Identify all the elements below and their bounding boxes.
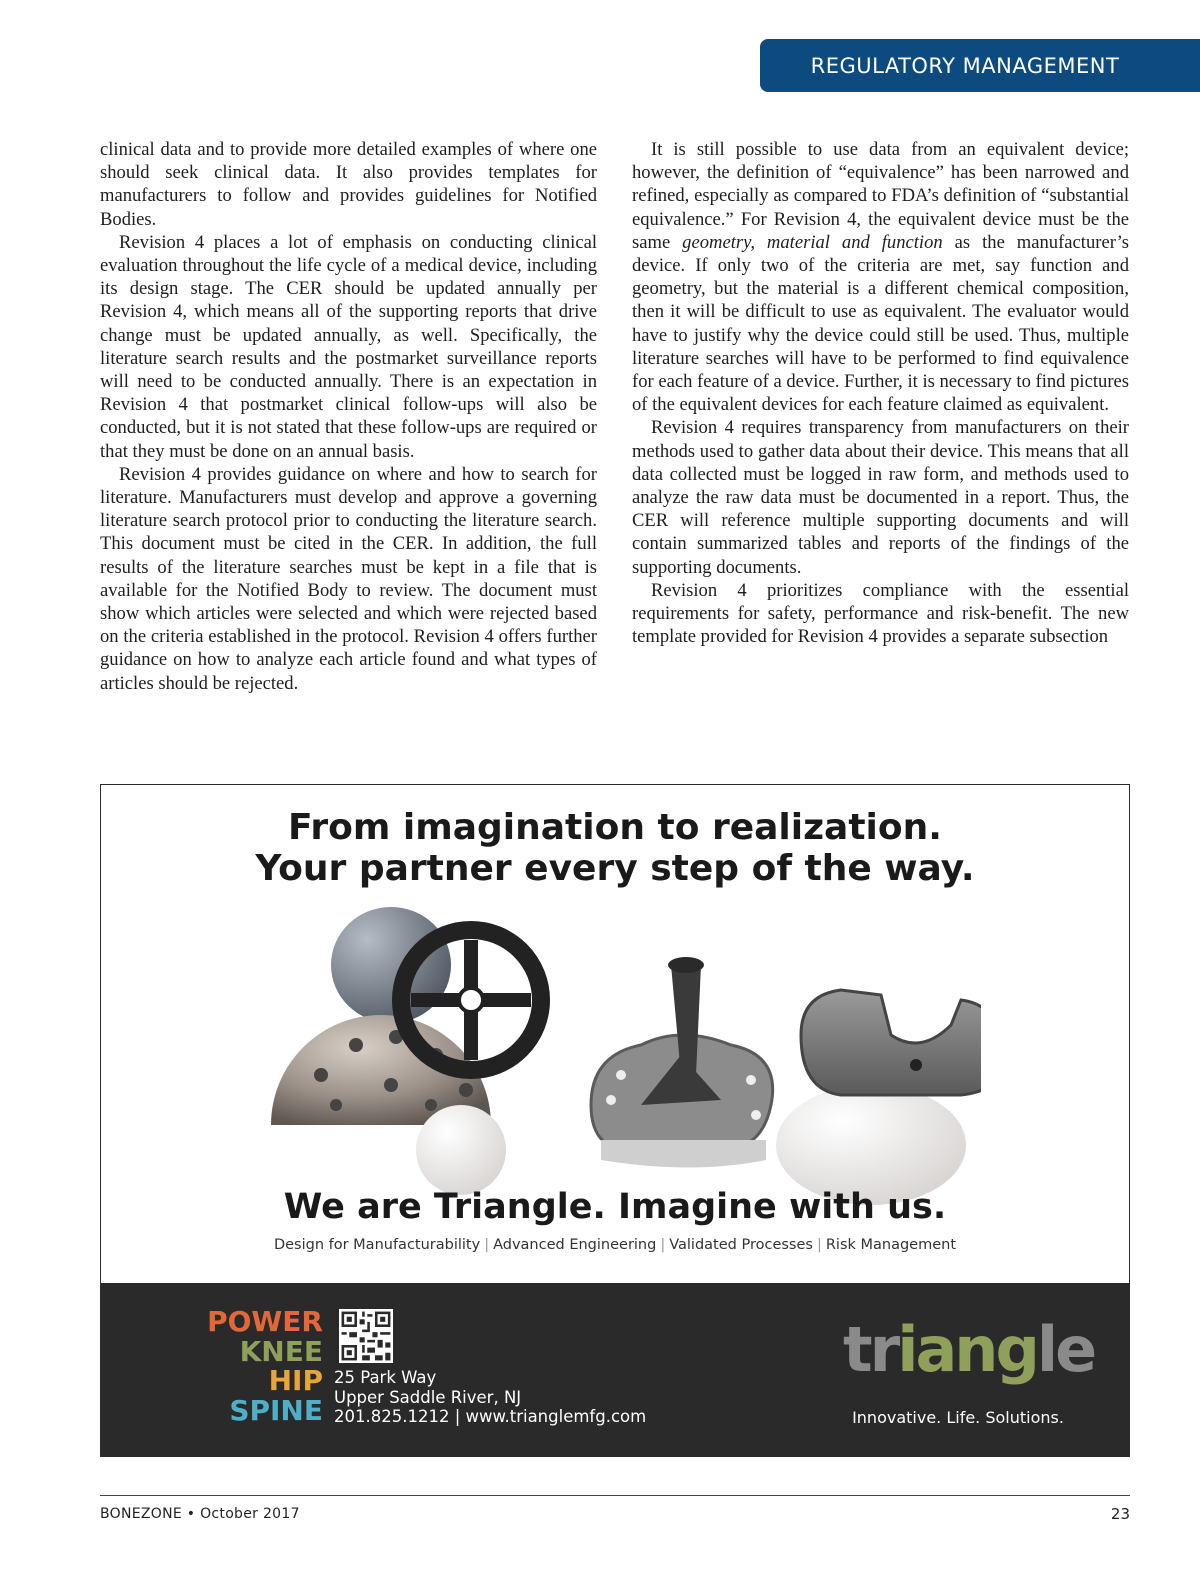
triangle-logo xyxy=(843,1307,1095,1393)
paragraph: Revision 4 requires transparency from manufacturers on their methods used to gather data about their device. This means that all data collected must be logged in raw form, and methods used to analyze the raw data must be documented in a report. Thus, the CER will reference multiple supporting documents and will contain summarized tables and reports of the findings of the supporting documents. xyxy=(632,417,1129,578)
address-line: Upper Saddle River, NJ xyxy=(334,1387,522,1407)
logo-text: tr xyxy=(843,1313,898,1386)
separator: | xyxy=(816,1237,822,1253)
right-column xyxy=(632,138,1129,648)
advertisement xyxy=(100,784,1130,1457)
contact-line[interactable]: 201.825.1212 | www.trianglemfg.com xyxy=(334,1407,647,1426)
paragraph xyxy=(632,138,1129,416)
separator: | xyxy=(484,1237,490,1253)
qr-code-icon[interactable] xyxy=(339,1309,393,1363)
italic-text: geometry, material and function xyxy=(682,231,943,253)
paragraph: clinical data and to provide more detailed examples of where one should seek clinical data. It also provides templates for manufacturers to follow and provides guidelines for Notified Bodies. xyxy=(100,139,597,230)
ad-tagline: We are Triangle. Imagine with us. xyxy=(283,1187,947,1227)
service-item: Validated Processes xyxy=(669,1237,813,1253)
footer-divider xyxy=(100,1495,1130,1496)
word-spine: SPINE xyxy=(229,1393,323,1427)
page-number: 23 xyxy=(1110,1505,1130,1523)
ad-headline xyxy=(101,807,1129,889)
logo-tagline: Innovative. Life. Solutions. xyxy=(852,1408,1064,1427)
paragraph: Revision 4 places a lot of emphasis on conducting clinical evaluation throughout the life cycle of a medical device, including its design stage. The CER should be updated annually per Revision 4, which means all of the supporting reports that drive change must be updated annually, as well. Specifically, the literature search results and the postmarket surveillance reports will need to be conducted annually. There is an expectation in Revision 4 that postmarket clinical follow-ups will also be conducted, but it is not stated that these follow-ups are required or that they must be done on an annual basis. xyxy=(100,231,597,462)
address-line: 25 Park Way xyxy=(334,1368,437,1387)
text-run: It is still possible to use data from an equivalent device; however, the definition of “equivalence” has been narrowed and refined, especially as compared to FDA’s definition of “substantial equivalence.” For Revision 4, the equivalent device must be the same xyxy=(632,139,1129,253)
ad-product-words xyxy=(193,1307,323,1425)
footer-publication: BONEZONE • October 2017 xyxy=(100,1506,300,1522)
section-tab: REGULATORY MANAGEMENT xyxy=(760,39,1200,92)
separator: | xyxy=(660,1237,666,1253)
service-item: Risk Management xyxy=(825,1237,957,1253)
service-item: Design for Manufacturability xyxy=(273,1237,481,1253)
text-run: as the manufacturer’s device. If only two of the criteria are met, say function and geometry, but the material is a different chemical composition, then it will be difficult to use as equivalent. The evaluator would have to justify why the device could still be used. Thus, multiple literature searches will have to be performed to find equivalence for each feature of a device. Further, it is necessary to find pictures of the equivalent devices for each feature claimed as equivalent. xyxy=(632,231,1129,416)
logo-text: le xyxy=(1036,1313,1095,1386)
ad-headline-line: Your partner every step of the way. xyxy=(255,848,975,889)
word-knee: KNEE xyxy=(239,1334,323,1368)
ad-services xyxy=(101,1237,1129,1253)
ad-contact-band xyxy=(101,1283,1129,1456)
left-column xyxy=(100,138,597,695)
service-item: Advanced Engineering xyxy=(493,1237,657,1253)
paragraph: Revision 4 prioritizes compliance with the essential requirements for safety, performance and risk-benefit. The new template provided for Revision 4 provides a separate subsection xyxy=(632,579,1129,648)
paragraph: Revision 4 provides guidance on where and how to search for literature. Manufacturers must develop and approve a governing literature search protocol prior to conducting the literature search. This document must be cited in the CER. In addition, the full results of the literature searches must be kept in a file that is available for the Notified Body to review. The document must show which articles were selected and which were rejected based on the criteria established in the protocol. Revision 4 offers further guidance on how to analyze each article found and what types of articles should be rejected. xyxy=(100,463,597,694)
word-hip: HIP xyxy=(268,1364,323,1397)
logo-text-accent: iang xyxy=(897,1313,1037,1386)
word-power: POWER xyxy=(207,1305,323,1338)
ad-headline-line: From imagination to realization. xyxy=(288,807,942,848)
ad-address xyxy=(334,1368,646,1427)
